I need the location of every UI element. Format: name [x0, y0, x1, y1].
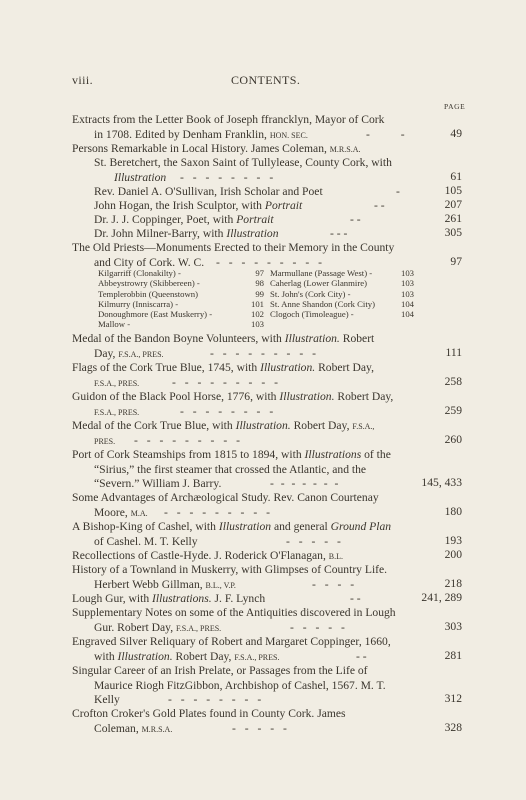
toc-section-heading: The Old Priests—Monuments Erected to their Memory in the County — [72, 241, 395, 254]
toc-page-number: 180 — [444, 505, 462, 518]
toc-entry-line: Crofton Croker's Gold Plates found in County Cork. James — [72, 707, 346, 720]
toc-entry-line: Flags of the Cork True Blue, 1745, with Illustration. Robert Day, — [72, 361, 374, 374]
toc-entry-line: PRES. — [94, 437, 116, 446]
leader-dots: - - — [356, 650, 367, 663]
toc-entry-line: Moore, M.A. — [94, 506, 148, 519]
leader-dots: - - - - — [312, 578, 358, 591]
toc-entry-line: Rev. Daniel A. O'Sullivan, Irish Scholar and Poet — [94, 185, 323, 198]
sub-list-item: Donoughmore (East Muskerry) - 102 — [98, 309, 264, 320]
toc-page-number: 258 — [444, 375, 462, 388]
sub-list-item: St. Anne Shandon (Cork City) 104 — [270, 298, 414, 309]
toc-entry-line: Singular Career of an Irish Prelate, or Passages from the Life of — [72, 664, 368, 677]
toc-page-number: 105 — [444, 184, 462, 197]
toc-entry-line: Medal of the Bandon Boyne Volunteers, with Illustration. Robert — [72, 332, 375, 345]
toc-page-number: 305 — [444, 226, 462, 239]
toc-entry-line: and City of Cork. W. C. — [94, 256, 205, 269]
toc-entry-line: Medal of the Cork True Blue, with Illustration. Robert Day, F.S.A., — [72, 419, 375, 432]
leader-dots: - - - - - - - — [270, 477, 341, 490]
toc-entry-line: Day, F.S.A., PRES. — [94, 347, 164, 360]
toc-page-number: 200 — [444, 548, 462, 561]
toc-page-number: 49 — [450, 127, 462, 140]
toc-page-number: 193 — [444, 534, 462, 547]
toc-entry-line: St. Beretchert, the Saxon Saint of Tullylease, County Cork, with — [94, 156, 392, 169]
sub-list-item: Caherlag (Lower Glanmire) 103 — [270, 278, 414, 289]
sub-list-item: St. John's (Cork City) - 103 — [270, 288, 414, 299]
toc-entry-line: with Illustration. Robert Day, F.S.A., PRES. — [94, 650, 280, 663]
leader-dots: - - - - - - - - — [180, 405, 277, 418]
sub-list-item: Kilgarriff (Clonakilty) - 97 — [98, 268, 264, 278]
leader-dots: - - — [374, 199, 385, 212]
toc-entry-line: John Hogan, the Irish Sculptor, with Portrait — [94, 199, 303, 212]
toc-entry-line: F.S.A., PRES. — [94, 408, 140, 417]
toc-entry-line: Recollections of Castle-Hyde. J. Roderick O'Flanagan, B.L. — [72, 549, 344, 562]
toc-entry-line: “Sirius,” the first steamer that crossed the Atlantic, and the — [94, 463, 367, 476]
toc-page-number: 145, 433 — [421, 476, 462, 489]
leader-dots: - - - - - - - - — [168, 693, 265, 706]
toc-entry-line: Some Advantages of Archæological Study. Rev. Canon Courtenay — [72, 491, 379, 504]
sub-list-item: Marmullane (Passage West) - 103 — [270, 268, 414, 278]
toc-page-number: 111 — [445, 346, 462, 359]
page-number-roman: viii. — [72, 73, 94, 87]
toc-entry-line: Illustration — [114, 171, 167, 184]
sub-list-item: Mallow - 103 — [98, 319, 264, 330]
toc-entry-line: History of a Townland in Muskerry, with Glimpses of Country Life. — [72, 563, 388, 576]
leader-dots: - - — [350, 213, 361, 226]
toc-entry-line: Dr. J. J. Coppinger, Poet, with Portrait — [94, 213, 274, 226]
toc-page-number: 261 — [444, 212, 462, 225]
leader-dots: - — [396, 185, 400, 198]
toc-entry-line: Maurice Riogh FitzGibbon, Archbishop of Cashel, 1567. M. T. — [94, 679, 386, 692]
page-column-label: PAGE — [444, 102, 466, 111]
toc-page-number: 218 — [444, 577, 462, 590]
toc-entry-line: Guidon of the Black Pool Horse, 1776, with Illustration. Robert Day, — [72, 390, 394, 403]
leader-dots: - - - - - - - - — [180, 171, 277, 184]
sub-list-item: Kilmurry (Inniscarra) - 101 — [98, 298, 264, 309]
sub-list-item: Abbeystrowry (Skibbereen) - 98 — [98, 278, 264, 289]
toc-entry-line: in 1708. Edited by Denham Franklin, HON. SEC. — [94, 128, 308, 141]
sub-list-left — [98, 268, 264, 330]
toc-entry-line: Extracts from the Letter Book of Joseph ffrancklyn, Mayor of Cork — [72, 113, 385, 126]
leader-dots: - - - - - - - - - — [172, 376, 281, 389]
toc-entry-line: Engraved Silver Reliquary of Robert and Margaret Coppinger, 1660, — [72, 635, 391, 648]
toc-entry-line: Lough Gur, with Illustrations. J. F. Lynch — [72, 592, 266, 605]
leader-dots: - - — [366, 128, 419, 141]
toc-page-number: 97 — [450, 255, 462, 268]
toc-page-number: 241, 289 — [421, 591, 462, 604]
toc-entry-line: A Bishop-King of Cashel, with Illustration and general Ground Plan — [72, 520, 392, 533]
leader-dots: - - - - - — [232, 722, 290, 735]
toc-page-number: 281 — [444, 649, 462, 662]
toc-entry-line: Herbert Webb Gillman, B.L., V.P. — [94, 578, 236, 591]
toc-page-number: 303 — [444, 620, 462, 633]
sub-list-item: Clogoch (Timoleague) - 104 — [270, 309, 414, 320]
toc-entry-line: “Severn.” William J. Barry. — [94, 477, 222, 490]
leader-dots: - - - - - - - - - — [210, 347, 319, 360]
toc-section-heading: Persons Remarkable in Local History. James Coleman, M.R.S.A. — [72, 142, 361, 155]
leader-dots: - - - - - — [286, 535, 344, 548]
toc-entry-line: Kelly — [94, 693, 120, 706]
leader-dots: - - - - - - - - - — [134, 434, 243, 447]
sub-list-item: Templerobbin (Queenstown) 99 — [98, 288, 264, 299]
toc-page-number: 260 — [444, 433, 462, 446]
toc-page-number: 312 — [444, 692, 462, 705]
toc-page-number: 207 — [444, 198, 462, 211]
toc-page-number: 259 — [444, 404, 462, 417]
toc-entry-line: F.S.A., PRES. — [94, 379, 140, 388]
leader-dots: - - - - - - - - - — [216, 256, 325, 269]
toc-entry-line: Port of Cork Steamships from 1815 to 1894, with Illustrations of the — [72, 448, 391, 461]
toc-page-number: 61 — [450, 170, 462, 183]
toc-entry-line: Gur. Robert Day, F.S.A., PRES. — [94, 621, 222, 634]
leader-dots: - - — [350, 592, 361, 605]
toc-entry-line: of Cashel. M. T. Kelly — [94, 535, 198, 548]
toc-entry-line: Coleman, M.R.S.A. — [94, 722, 173, 735]
page-title: CONTENTS. — [231, 73, 301, 87]
leader-dots: - - - - - - - - - — [164, 506, 273, 519]
leader-dots: - - - — [330, 227, 348, 240]
toc-page-number: 328 — [444, 721, 462, 734]
leader-dots: - - - - - — [290, 621, 348, 634]
sub-list-right — [270, 268, 414, 319]
toc-entry-line: Dr. John Milner-Barry, with Illustration — [94, 227, 279, 240]
toc-entry-line: Supplementary Notes on some of the Antiquities discovered in Lough — [72, 606, 396, 619]
